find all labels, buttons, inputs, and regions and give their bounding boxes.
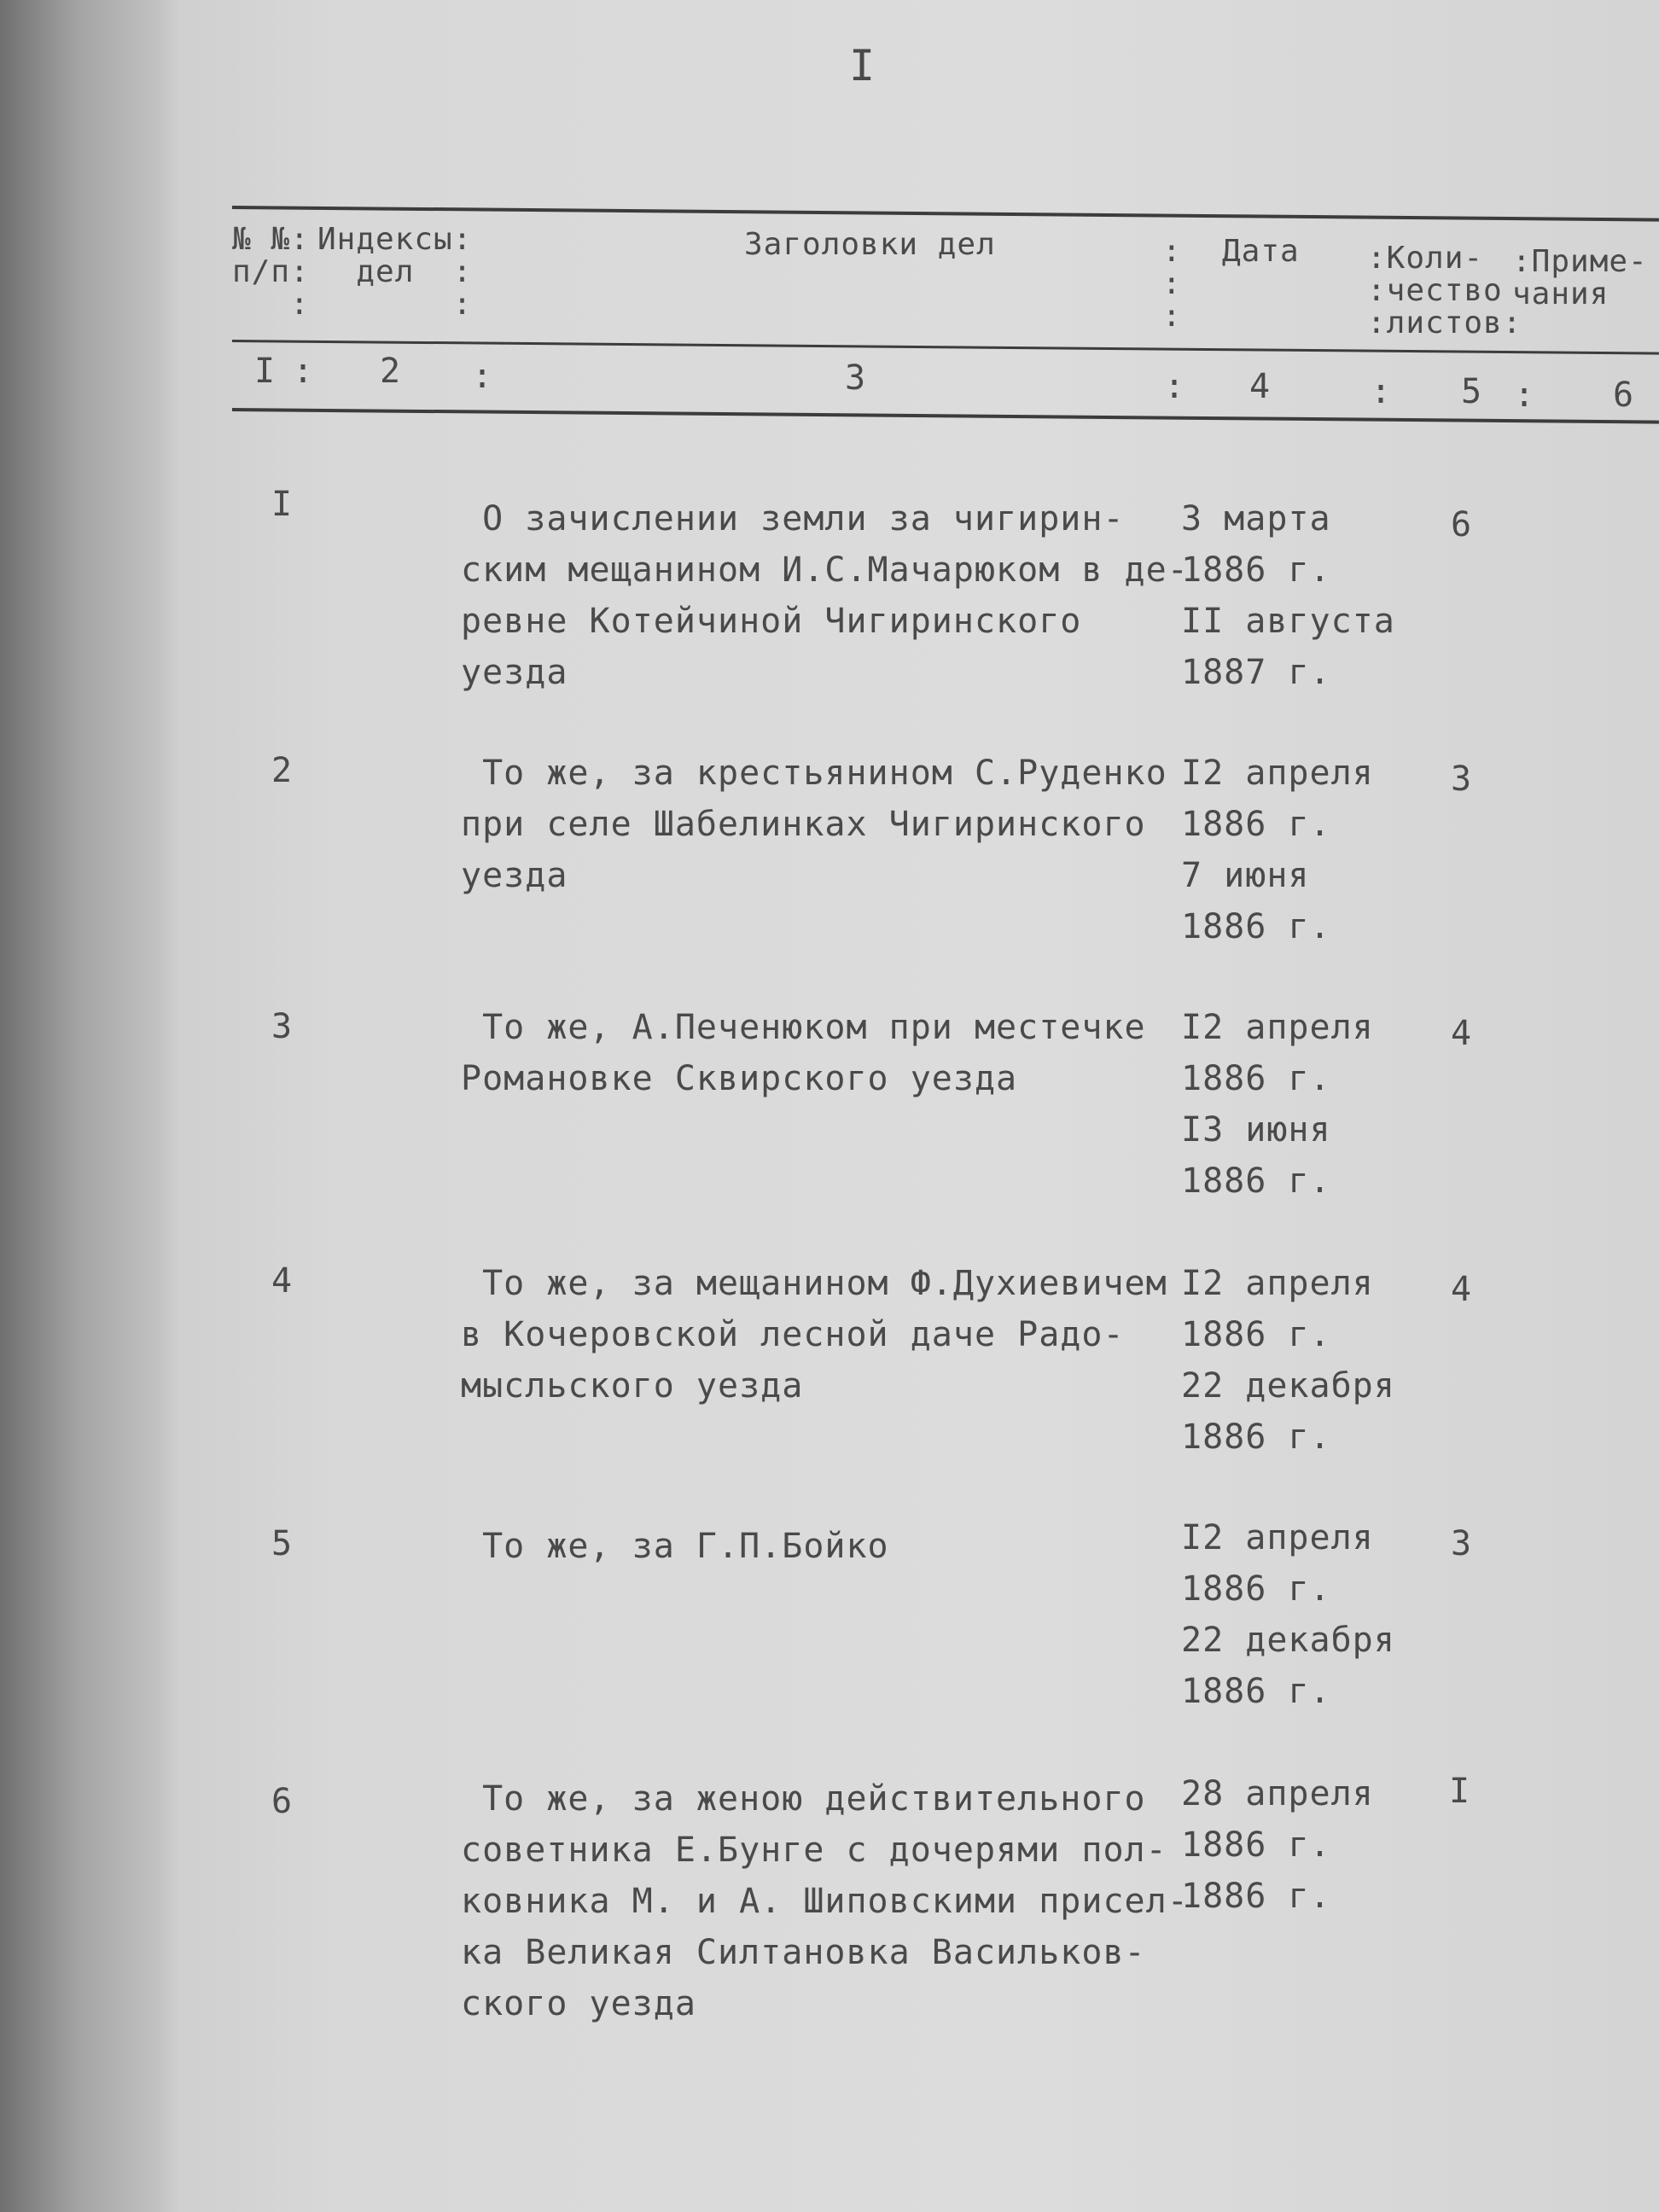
row-number: 2	[271, 751, 294, 790]
header-notes: :Приме- чания	[1512, 244, 1648, 311]
column-number-2: 2	[380, 352, 402, 391]
column-number-5: 5	[1461, 372, 1483, 411]
case-date: I2 апреля 1886 г. 22 декабря 1886 г.	[1181, 1264, 1395, 1457]
header-title-separator: : : :	[1162, 234, 1182, 334]
case-title: То же, за мещанином Ф.Духиевичем в Кочеровской лесной даче Радо- мысльского уезда	[461, 1264, 1167, 1406]
case-date: I2 апреля 1886 г. 22 декабря 1886 г.	[1181, 1518, 1395, 1711]
sheet-count: 4	[1451, 1270, 1473, 1309]
header-date: Дата	[1222, 234, 1300, 269]
table-header-divider	[232, 340, 1659, 355]
case-title: То же, А.Печенюком при местечке Романовке Сквирского уезда	[461, 1008, 1146, 1098]
header-index: Индексы: дел : :	[317, 222, 473, 322]
column-number-separator: :	[472, 357, 494, 396]
row-number: 3	[271, 1007, 294, 1046]
sheet-count: 3	[1451, 760, 1473, 799]
case-title: То же, за крестьянином С.Руденко при селе Шабелинках Чигиринского уезда	[461, 754, 1167, 895]
sheet-count: 6	[1451, 505, 1473, 544]
header-row-number: № №: п/п: :	[232, 222, 310, 322]
column-number-1: I	[254, 352, 276, 391]
row-number: I	[271, 485, 294, 524]
case-title: О зачислении земли за чигирин- ским мещанином И.С.Мачарюком в де- ревне Котейчиной Чигиринского уезда	[461, 499, 1189, 692]
case-title: То же, за женою действительного советника Е.Бунге с дочерями пол- ковника М. и А. Шиповскими присел- ка Великая Силтановка Васильков- ского уезда	[461, 1779, 1189, 2023]
sheet-count: 3	[1451, 1524, 1473, 1563]
header-title: Заголовки дел	[744, 227, 996, 262]
sheet-count: 4	[1451, 1014, 1473, 1053]
column-number-3: 3	[845, 358, 867, 398]
column-number-separator: :	[1514, 375, 1536, 415]
table-top-rule	[232, 206, 1659, 222]
binding-shadow	[0, 0, 179, 2212]
case-date: I2 апреля 1886 г. I3 июня 1886 г.	[1181, 1008, 1374, 1201]
table-column-numbers-rule	[232, 408, 1659, 424]
row-number: 5	[271, 1524, 294, 1563]
case-title: То же, за Г.П.Бойко	[461, 1527, 889, 1566]
row-number: 6	[271, 1782, 294, 1821]
column-number-6: 6	[1613, 375, 1635, 415]
column-number-separator: :	[1164, 367, 1186, 406]
sheet-count: I	[1449, 1772, 1471, 1811]
header-sheet-count: :Коли- :чество :листов:	[1367, 241, 1522, 341]
column-number-4: 4	[1249, 367, 1272, 406]
case-date: 28 апреля 1886 г. 1886 г.	[1181, 1774, 1374, 1916]
column-number-separator: :	[1371, 372, 1393, 411]
case-date: I2 апреля 1886 г. 7 июня 1886 г.	[1181, 754, 1374, 946]
column-number-separator: :	[293, 352, 315, 391]
page-number: I	[849, 41, 876, 90]
row-number: 4	[271, 1261, 294, 1301]
case-date: 3 марта 1886 г. II августа 1887 г.	[1181, 499, 1395, 692]
